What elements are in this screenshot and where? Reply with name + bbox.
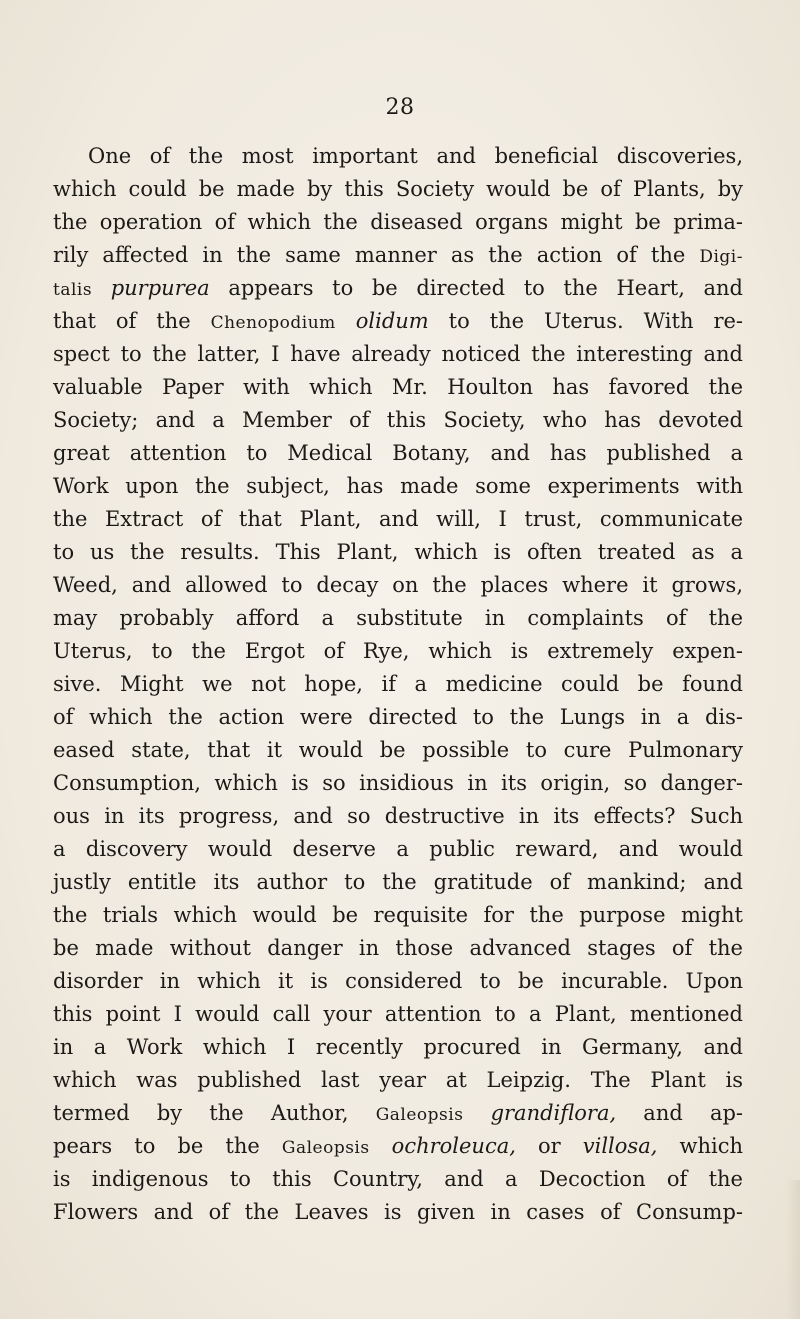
text-segment: to the Uterus. With re- — [428, 309, 744, 333]
text-line: justly entitle its author to the gratitude of mankind; and — [53, 870, 743, 894]
text-line: Society; and a Member of this Society, who has devoted — [53, 408, 743, 432]
text-segment: termed by the Author, — [53, 1101, 376, 1125]
small-caps-term: Digi- — [699, 247, 743, 267]
text-line: Work upon the subject, has made some experiments with — [53, 474, 743, 498]
text-line: a discovery would deserve a public reward, and would — [53, 837, 743, 861]
text-segment: or — [515, 1134, 583, 1158]
text-line: Flowers and of the Leaves is given in cases of Consump- — [53, 1200, 743, 1224]
text-line: the trials which would be requisite for the purpose might — [53, 903, 743, 927]
italic-term: ochroleuca, — [369, 1134, 516, 1158]
text-line — [53, 305, 743, 338]
italic-term: purpurea — [92, 276, 210, 300]
text-line: the Extract of that Plant, and will, I trust, communicate — [53, 507, 743, 531]
text-line: is indigenous to this Country, and a Decoction of the — [53, 1167, 743, 1191]
text-line: may probably afford a substitute in complaints of the — [53, 606, 743, 630]
text-line: Uterus, to the Ergot of Rye, which is extremely expen- — [53, 639, 743, 663]
text-line: this point I would call your attention to a Plant, mentioned — [53, 1002, 743, 1026]
text-line — [53, 239, 743, 272]
text-line: One of the most important and beneficial discoveries, — [88, 144, 743, 168]
small-caps-term: Chenopodium — [210, 313, 336, 333]
text-line: great attention to Medical Botany, and has published a — [53, 441, 743, 465]
text-line: Weed, and allowed to decay on the places where it grows, — [53, 573, 743, 597]
page-number: 28 — [385, 95, 415, 120]
text-line: which was published last year at Leipzig. The Plant is — [53, 1068, 743, 1092]
italic-term: olidum — [335, 309, 429, 333]
text-line: the operation of which the diseased organs might be prima- — [53, 210, 743, 234]
small-caps-term: Galeopsis — [375, 1105, 464, 1125]
page-edge-shadow — [786, 1180, 800, 1319]
italic-term: grandiflora, — [463, 1101, 617, 1125]
text-line: be made without danger in those advanced stages of the — [53, 936, 743, 960]
text-line — [53, 272, 743, 305]
text-line: to us the results. This Plant, which is often treated as a — [53, 540, 743, 564]
text-line: which could be made by this Society would be of Plants, by — [53, 177, 743, 201]
text-segment: which — [657, 1134, 743, 1158]
small-caps-term: talis — [53, 280, 93, 300]
text-line — [53, 1097, 743, 1130]
text-segment: that of the — [53, 309, 211, 333]
text-line: sive. Might we not hope, if a medicine could be found — [53, 672, 743, 696]
text-line — [53, 1130, 743, 1163]
text-segment: rily affected in the same manner as the action of the — [53, 243, 700, 267]
text-line: of which the action were directed to the Lungs in a dis- — [53, 705, 743, 729]
text-segment: and ap- — [616, 1101, 744, 1125]
text-line: Consumption, which is so insidious in its origin, so danger- — [53, 771, 743, 795]
small-caps-term: Galeopsis — [281, 1138, 370, 1158]
text-line: in a Work which I recently procured in Germany, and — [53, 1035, 743, 1059]
text-segment: pears to be the — [53, 1134, 282, 1158]
text-line: ous in its progress, and so destructive in its effects? Such — [53, 804, 743, 828]
text-line: disorder in which it is considered to be incurable. Upon — [53, 969, 743, 993]
body-text — [53, 140, 743, 1229]
text-segment: appears to be directed to the Heart, and — [209, 276, 743, 300]
text-line: spect to the latter, I have already noticed the interesting and — [53, 342, 743, 366]
text-line: eased state, that it would be possible to cure Pulmonary — [53, 738, 743, 762]
text-line: valuable Paper with which Mr. Houlton has favored the — [53, 375, 743, 399]
italic-term: villosa, — [582, 1134, 658, 1158]
